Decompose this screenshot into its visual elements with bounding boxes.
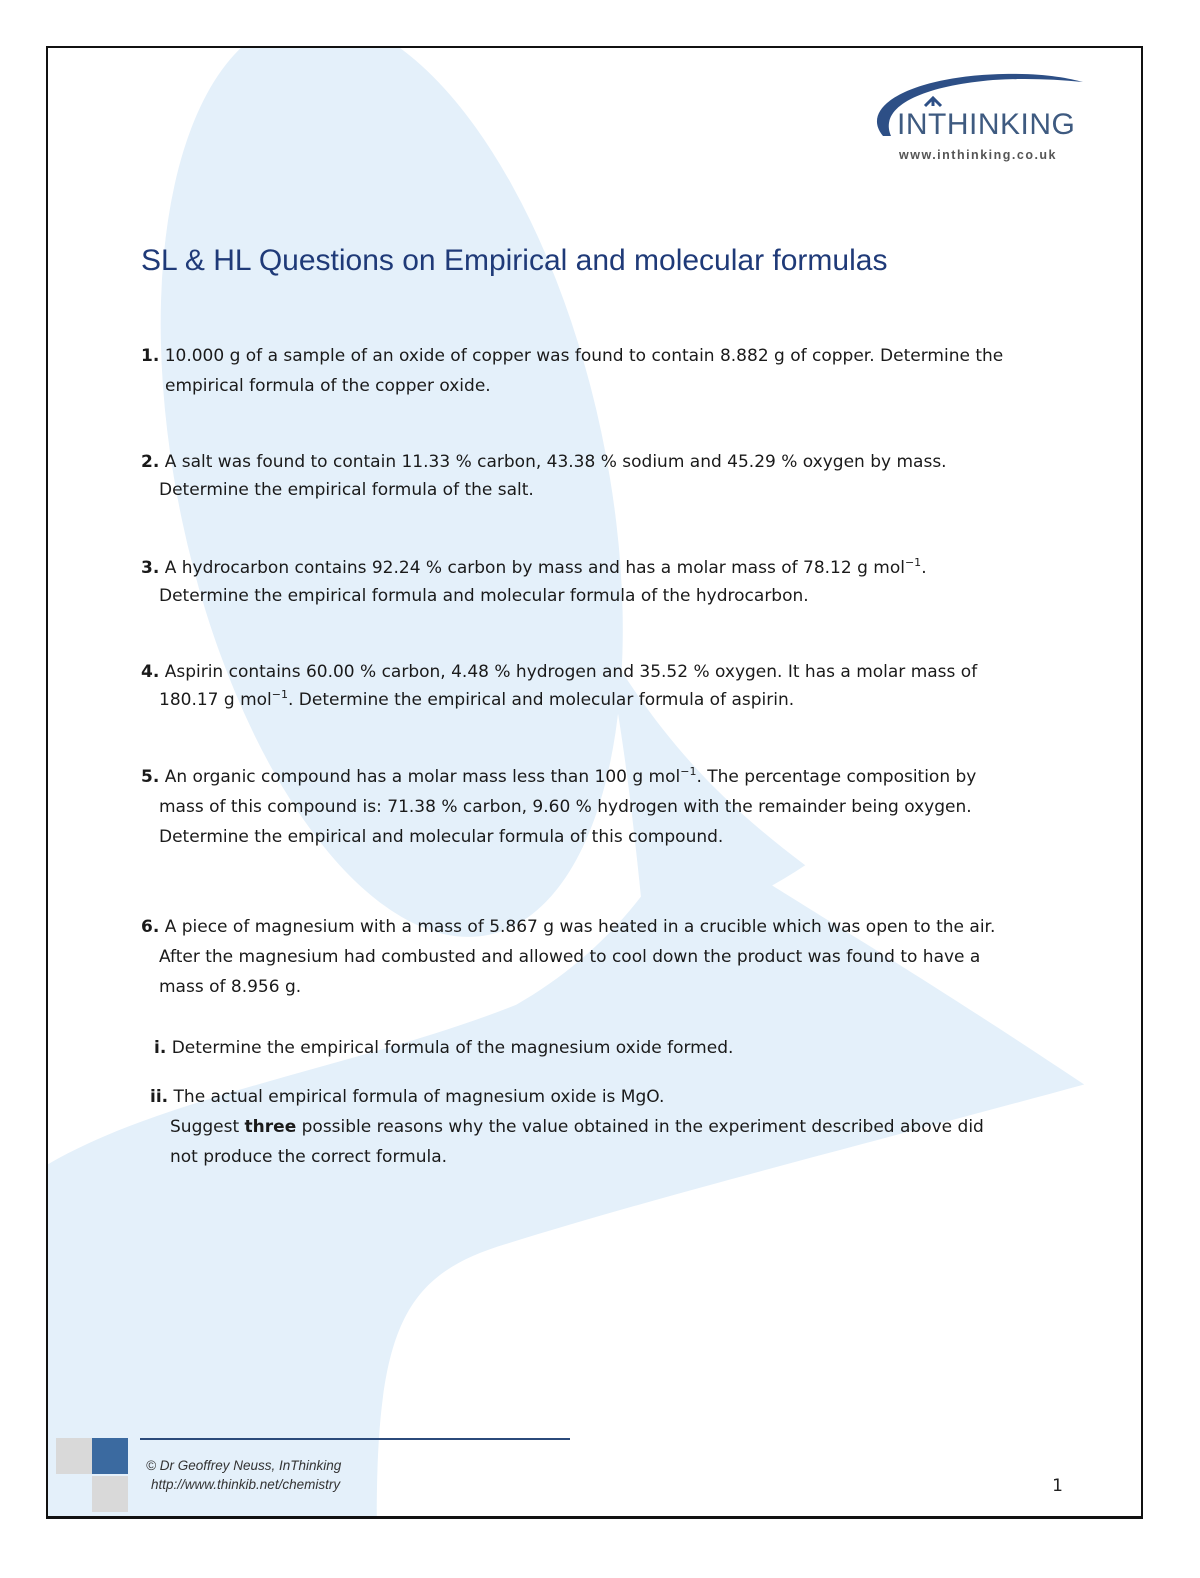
superscript: −1 bbox=[271, 688, 288, 701]
question-4 bbox=[141, 658, 1031, 714]
footer-rule bbox=[140, 1438, 570, 1440]
superscript: −1 bbox=[680, 765, 697, 778]
question-text: An organic compound has a molar mass less than 100 g mol bbox=[164, 767, 681, 787]
question-text-end: . bbox=[921, 558, 927, 578]
inthinking-logo[interactable] bbox=[853, 66, 1083, 166]
footer-square-dark bbox=[92, 1438, 128, 1474]
question-5 bbox=[141, 762, 1031, 852]
footer-square-light bbox=[92, 1476, 128, 1512]
subpart-number: i. bbox=[154, 1038, 167, 1058]
question-1 bbox=[141, 342, 1031, 400]
question-text-cont bbox=[141, 686, 1031, 714]
question-text-cont: empirical formula of the copper oxide. bbox=[165, 376, 491, 396]
subpart-text-cont: not produce the correct formula. bbox=[170, 1147, 448, 1167]
question-text-cont: Determine the empirical formula and molecular formula of the hydrocarbon. bbox=[159, 586, 809, 606]
subpart-number: ii. bbox=[150, 1087, 169, 1107]
question-text-cont: After the magnesium had combusted and allowed to cool down the product was found to have a bbox=[159, 947, 981, 967]
superscript: −1 bbox=[904, 556, 922, 569]
question-text-cont: Determine the empirical formula of the salt. bbox=[159, 480, 534, 500]
question-number: 3. bbox=[141, 558, 160, 578]
question-text-part: 180.17 g mol bbox=[159, 690, 272, 710]
page-number: 1 bbox=[1052, 1476, 1063, 1496]
footer-url[interactable]: http://www.thinkib.net/chemistry bbox=[151, 1477, 341, 1492]
question-text-cont: mass of this compound is: 71.38 % carbon, 9.60 % hydrogen with the remainder being oxygen. bbox=[159, 797, 972, 817]
question-text: A piece of magnesium with a mass of 5.867 g was heated in a crucible which was open to the air. bbox=[164, 917, 996, 937]
subpart-text: The actual empirical formula of magnesium oxide is MgO. bbox=[173, 1087, 665, 1107]
question-number: 1. bbox=[141, 346, 160, 366]
emphasis-three: three bbox=[244, 1117, 297, 1137]
question-number: 2. bbox=[141, 452, 160, 472]
question-number: 5. bbox=[141, 767, 160, 787]
question-text-cont: mass of 8.956 g. bbox=[159, 977, 302, 997]
logo-url: www.inthinking.co.uk bbox=[899, 148, 1058, 162]
question-text-end: . The percentage composition by bbox=[696, 767, 977, 787]
question-text: 10.000 g of a sample of an oxide of copper was found to contain 8.882 g of copper. Determine the bbox=[164, 346, 1004, 366]
logo-wordmark: INTHINKING bbox=[897, 108, 1076, 141]
question-number: 6. bbox=[141, 917, 160, 937]
question-text-part: . Determine the empirical and molecular formula of aspirin. bbox=[288, 690, 795, 710]
question-2 bbox=[141, 448, 1031, 504]
question-6 bbox=[141, 912, 1031, 1002]
footer-copyright: © Dr Geoffrey Neuss, InThinking bbox=[146, 1458, 342, 1473]
question-text-cont: Determine the empirical and molecular formula of this compound. bbox=[159, 827, 724, 847]
subpart-text-cont bbox=[150, 1112, 1030, 1142]
subpart-text: Determine the empirical formula of the magnesium oxide formed. bbox=[171, 1038, 734, 1058]
page-title: SL & HL Questions on Empirical and molecular formulas bbox=[141, 244, 888, 277]
question-number: 4. bbox=[141, 662, 160, 682]
question-text: Aspirin contains 60.00 % carbon, 4.48 % hydrogen and 35.52 % oxygen. It has a molar mass of bbox=[164, 662, 978, 682]
subpart-i bbox=[154, 1033, 1034, 1063]
subpart-text-part: possible reasons why the value obtained in the experiment described above did bbox=[296, 1117, 984, 1137]
subpart-text-part: Suggest bbox=[170, 1117, 245, 1137]
page bbox=[46, 46, 1143, 1519]
question-3 bbox=[141, 554, 1031, 610]
footer-credit bbox=[146, 1456, 341, 1494]
footer-square-light bbox=[56, 1438, 92, 1474]
subpart-ii bbox=[150, 1082, 1030, 1172]
question-text: A salt was found to contain 11.33 % carbon, 43.38 % sodium and 45.29 % oxygen by mass. bbox=[164, 452, 947, 472]
question-text: A hydrocarbon contains 92.24 % carbon by mass and has a molar mass of 78.12 g mol bbox=[164, 558, 905, 578]
